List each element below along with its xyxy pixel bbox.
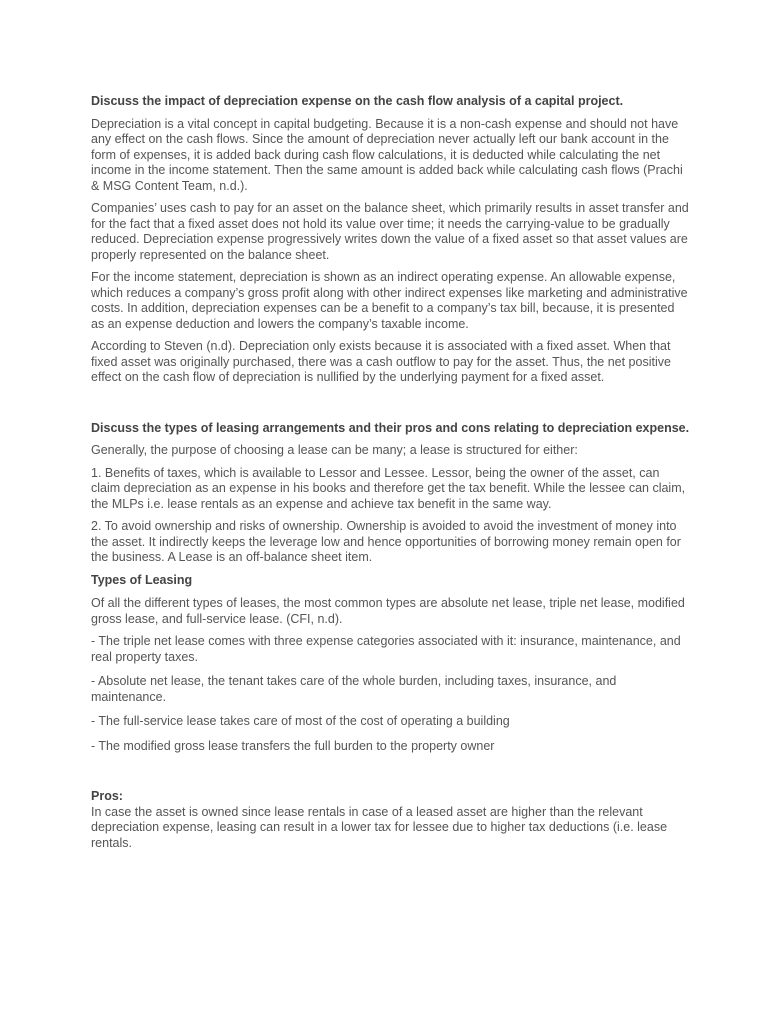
lease-type-bullet: - Absolute net lease, the tenant takes care of the whole burden, including taxes, insurance, and maintenance. [91, 674, 617, 704]
section-2-paragraph-2: 1. Benefits of taxes, which is available to Lessor and Lessee. Lessor, being the owner of the asset, can claim depreciation as an expense in his books and therefore get the tax benefit. While the lessee can claim, the MLPs i.e. lease rentals as an expense and achieve tax benefit in the same way. [91, 465, 686, 511]
lease-type-bullet: - The triple net lease comes with three expense categories associated with it: insurance, maintenance, and real property taxes. [91, 634, 681, 664]
section-1-paragraph-2: Companies’ uses cash to pay for an asset on the balance sheet, which primarily results in asset transfer and for the fact that a fixed asset does not hold its value over time; it needs the carrying-value to be gradually reduced. Depreciation expense progressively writes down the value of a fixed asset so that asset values are properly represented on the balance sheet. [91, 201, 689, 262]
pros-text: In case the asset is owned since lease rentals in case of a leased asset are higher than the relevant depreciation expense, leasing can result in a lower tax for lessee due to higher tax deductions (i.e. lease rentals. [91, 804, 668, 850]
types-of-leasing-intro: Of all the different types of leases, the most common types are absolute net lease, triple net lease, modified gross lease, and full-service lease. (CFI, n.d). [91, 596, 685, 626]
section-2-paragraph-3: 2. To avoid ownership and risks of ownership. Ownership is avoided to avoid the investment of money into the asset. It indirectly keeps the leverage low and hence opportunities of borrowing money remain open for the business. A Lease is an off-balance sheet item. [91, 519, 681, 564]
section-2-heading: Discuss the types of leasing arrangements and their pros and cons relating to depreciation expense. [91, 420, 690, 435]
section-1-heading: Discuss the impact of depreciation expense on the cash flow analysis of a capital project. [91, 94, 624, 108]
types-of-leasing-heading: Types of Leasing [91, 572, 193, 587]
lease-type-bullet: - The modified gross lease transfers the full burden to the property owner [91, 738, 495, 753]
section-1-paragraph-3: For the income statement, depreciation is shown as an indirect operating expense. An allowable expense, which reduces a company’s gross profit along with other indirect expenses like marketing and administrative costs. In addition, depreciation expenses can be a benefit to a company’s tax bill, because, it is presented as an expense deduction and lowers the company’s taxable income. [91, 270, 688, 331]
section-1-paragraph-4: According to Steven (n.d). Depreciation only exists because it is associated with a fixed asset. When that fixed asset was originally purchased, there was a cash outflow to pay for the asset. Thus, the net positive effect on the cash flow of depreciation is nullified by the underlying payment for a fixed asset. [91, 339, 671, 384]
section-spacer [91, 763, 691, 789]
lease-type-bullet: - The full-service lease takes care of most of the cost of operating a building [91, 714, 510, 728]
section-spacer [91, 393, 691, 421]
document-page [91, 94, 691, 851]
section-1-paragraph-1: Depreciation is a vital concept in capital budgeting. Because it is a non-cash expense and should not have any effect on the cash flows. Since the amount of depreciation never actually left our bank account in the form of expenses, it is added back during cash flow calculations, it is deducted while calculating the net income in the income statement. Then the same amount is added back while calculating cash flows (Prachi & MSG Content Team, n.d.). [91, 116, 683, 193]
pros-label: Pros: [91, 789, 123, 803]
section-2-paragraph-1: Generally, the purpose of choosing a lease can be many; a lease is structured for either: [91, 443, 578, 457]
